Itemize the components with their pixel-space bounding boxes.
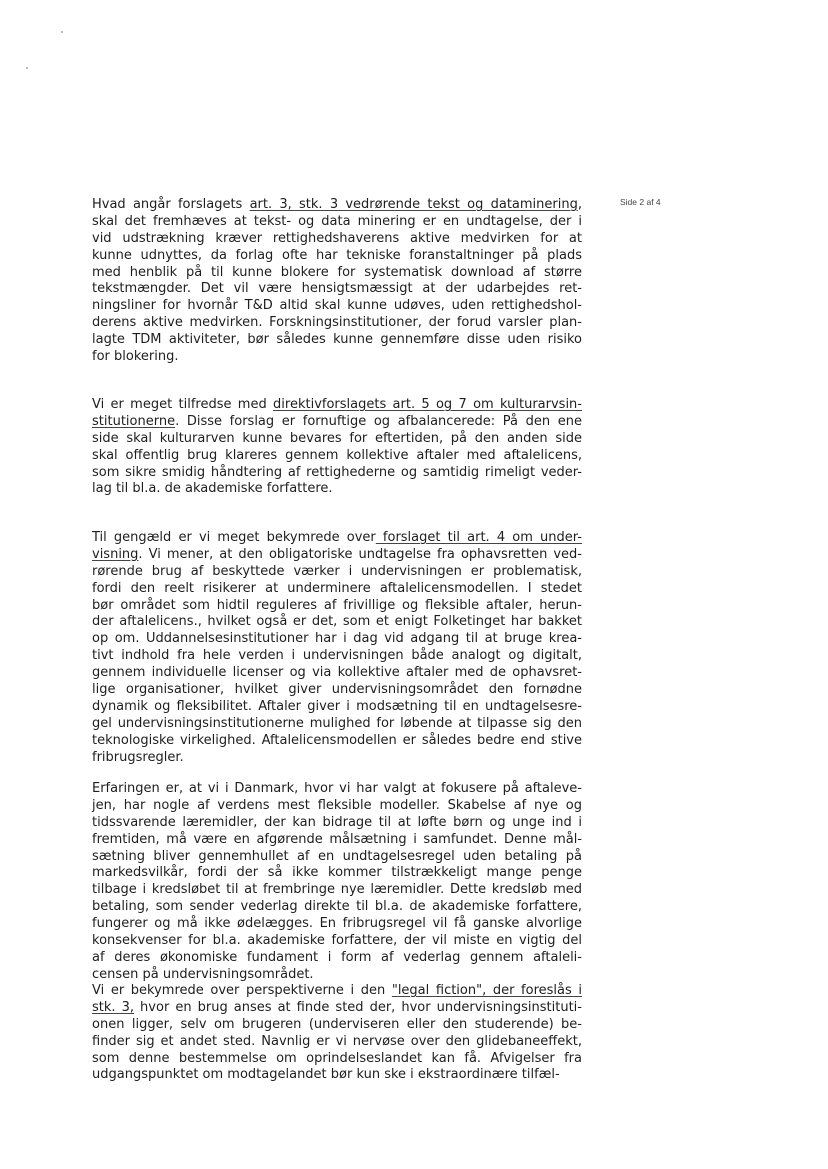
underlined-reference: direktivforslagets art. 5 og 7 om kulturarvsin- bbox=[273, 397, 582, 412]
text-run: sætning bliver gennemhullet af en undtagelsesregel uden betaling på bbox=[92, 848, 582, 864]
text-run: af deres økonomiske fundament i form af vederlag gennem aftaleli- bbox=[92, 949, 582, 965]
text-run: derens aktive medvirken. Forskningsinstitutioner, der forud varsler plan- bbox=[92, 315, 582, 331]
text-run: rørende brug af beskyttede værker i undervisningen er problematisk, bbox=[92, 563, 582, 579]
text-line bbox=[92, 882, 582, 899]
paragraph-legal-fiction bbox=[92, 983, 582, 1084]
text-line bbox=[92, 665, 582, 682]
text-run: gennem individuelle licenser og via kollektive aftaler med de ophavsret- bbox=[92, 665, 582, 681]
text-line bbox=[92, 414, 582, 431]
text-run: hvor en brug anses at finde sted der, hvor undervisningsinstituti- bbox=[134, 999, 582, 1015]
text-line bbox=[92, 933, 582, 950]
text-run: vid udstrækning kræver rettighedshaverens aktive medvirken for at bbox=[92, 230, 582, 246]
paragraph-teaching-exception bbox=[92, 530, 582, 766]
text-run: Hvad angår forslagets bbox=[92, 197, 250, 212]
text-line bbox=[92, 750, 582, 767]
text-line bbox=[92, 248, 582, 265]
text-run: Til gengæld er vi meget bekymrede over bbox=[92, 530, 376, 545]
text-run: fremtiden, må være en afgørende målsætning i samfundet. Denne mål- bbox=[92, 831, 582, 847]
paragraph bbox=[92, 397, 582, 498]
text-run: bør området som hidtil reguleres af frivillige og fleksible aftaler, herun- bbox=[92, 597, 582, 613]
underlined-reference: "legal fiction", der foreslås i bbox=[391, 983, 582, 998]
text-run: der aftalelicens., hvilket også er det, som et enigt Folketinget har bakket bbox=[92, 614, 582, 630]
text-line bbox=[92, 1034, 582, 1051]
text-run: , bbox=[577, 197, 582, 212]
text-line bbox=[92, 530, 582, 547]
text-line bbox=[92, 832, 582, 849]
text-run: for blokering. bbox=[92, 349, 179, 365]
text-line bbox=[92, 481, 582, 498]
text-run: Vi er meget tilfredse med bbox=[92, 397, 274, 412]
text-line bbox=[92, 465, 582, 482]
text-line bbox=[92, 631, 582, 648]
text-run: udgangspunktet om modtagelandet bør kun ske i ekstraordinære tilfæl- bbox=[92, 1067, 560, 1083]
text-line bbox=[92, 798, 582, 815]
text-line bbox=[92, 197, 582, 214]
text-line bbox=[92, 581, 582, 598]
text-line bbox=[92, 315, 582, 332]
text-run: jen, har nogle af verdens mest fleksible modeller. Skabelse af nye og bbox=[92, 797, 582, 813]
text-run: tekstmængder. Det vil være hensigtsmæssigt at der udarbejdes ret- bbox=[92, 281, 582, 297]
text-line bbox=[92, 214, 582, 231]
text-line bbox=[92, 598, 582, 615]
text-line bbox=[92, 265, 582, 282]
text-line bbox=[92, 916, 582, 933]
paragraph bbox=[92, 781, 582, 984]
underlined-reference: art. 3, stk. 3 vedrørende tekst og dataminering bbox=[249, 197, 578, 212]
text-line bbox=[92, 1051, 582, 1068]
text-run: lagte TDM aktiviteter, bør således kunne gennemføre disse uden risiko bbox=[92, 332, 582, 348]
page-number: Side 2 af 4 bbox=[620, 197, 661, 207]
text-run: betaling, som sender vederlag direkte til bl.a. de akademiske forfattere, bbox=[92, 899, 582, 915]
text-line bbox=[92, 1017, 582, 1034]
text-run: gel undervisningsinstitutionerne mulighed for løbende at tilpasse sig den bbox=[92, 715, 582, 731]
text-run: finder sig et andet sted. Navnlig er vi nervøse over den glidebaneeffekt, bbox=[92, 1033, 582, 1049]
paragraph bbox=[92, 983, 582, 1084]
text-run: skal det fremhæves at tekst- og data minering er en undtagelse, der i bbox=[92, 213, 582, 229]
text-line bbox=[92, 564, 582, 581]
text-line bbox=[92, 397, 582, 414]
paragraph-text-and-data-mining bbox=[92, 197, 582, 366]
text-line bbox=[92, 983, 582, 1000]
text-run: teknologiske virkelighed. Aftalelicensmodellen er således bedre end stive bbox=[92, 732, 582, 748]
paragraph-agreement-model bbox=[92, 781, 582, 984]
paragraph-cultural-heritage bbox=[92, 397, 582, 498]
text-line bbox=[92, 431, 582, 448]
text-run: ningsliner for hvornår T&D altid skal kunne udøves, uden rettighedshol- bbox=[92, 298, 582, 314]
text-run: side skal kulturarven kunne bevares for eftertiden, på den anden side bbox=[92, 430, 582, 446]
text-line bbox=[92, 865, 582, 882]
text-line bbox=[92, 1000, 582, 1017]
paragraph bbox=[92, 197, 582, 366]
text-line bbox=[92, 298, 582, 315]
text-run: tilbage i kredsløbet til at frembringe nye læremidler. Dette kredsløb med bbox=[92, 882, 582, 898]
text-run: op om. Uddannelsesinstitutioner har i dag vid adgang til at bruge krea- bbox=[92, 631, 582, 647]
text-line bbox=[92, 733, 582, 750]
underlined-reference: stk. 3, bbox=[92, 999, 134, 1015]
underlined-reference: forslaget til art. 4 om under- bbox=[375, 530, 582, 545]
text-line bbox=[92, 281, 582, 298]
text-line bbox=[92, 815, 582, 832]
scan-speck bbox=[26, 67, 28, 69]
text-line bbox=[92, 781, 582, 798]
text-run: Vi er bekymrede over perspektiverne i den bbox=[92, 983, 392, 998]
text-run: . Vi mener, at den obligatoriske undtagelse fra ophavsretten ved- bbox=[138, 546, 582, 562]
text-line bbox=[92, 699, 582, 716]
text-run: markedsvilkår, fordi der så ikke kommer tilstrækkeligt mange penge bbox=[92, 865, 582, 881]
text-line bbox=[92, 448, 582, 465]
text-run: tidssvarende læremidler, der kan bidrage til at løfte børn og unge ind i bbox=[92, 814, 582, 830]
text-run: konsekvenser for bl.a. akademiske forfattere, der vil miste en vigtig del bbox=[92, 933, 582, 949]
text-line bbox=[92, 849, 582, 866]
text-run: lige organisationer, hvilket giver undervisningsområdet den fornødne bbox=[92, 682, 582, 698]
text-line bbox=[92, 231, 582, 248]
text-run: . Disse forslag er fornuftige og afbalancerede: På den ene bbox=[175, 413, 582, 429]
text-run: fungerer og må ikke ødelægges. En fribrugsregel vil få ganske alvorlige bbox=[92, 916, 582, 932]
underlined-reference: stitutionerne bbox=[92, 413, 176, 429]
text-run: skal offentlig brug klareres gennem kollektive aftaler med aftalelicens, bbox=[92, 447, 582, 463]
text-line bbox=[92, 1067, 582, 1084]
text-run: kunne udnyttes, da forlag ofte har tekniske foranstaltninger på plads bbox=[92, 247, 582, 263]
text-line bbox=[92, 899, 582, 916]
text-run: Erfaringen er, at vi i Danmark, hvor vi har valgt at fokusere på aftaleve- bbox=[92, 781, 582, 796]
text-run: som denne bestemmelse om oprindelseslandet kan få. Afvigelser fra bbox=[92, 1050, 582, 1066]
text-run: fordi den reelt risikerer at underminere aftalelicensmodellen. I stedet bbox=[92, 580, 582, 596]
text-run: onen ligger, selv om brugeren (underviseren eller den studerende) be- bbox=[92, 1016, 582, 1032]
paragraph bbox=[92, 530, 582, 766]
text-line bbox=[92, 332, 582, 349]
text-line bbox=[92, 967, 582, 984]
text-line bbox=[92, 950, 582, 967]
text-run: fribrugsregler. bbox=[92, 749, 184, 765]
underlined-reference: visning bbox=[92, 546, 139, 562]
text-run: censen på undervisningsområdet. bbox=[92, 966, 314, 982]
text-run: tivt indhold fra hele verden i undervisningen både analogt og digitalt, bbox=[92, 648, 582, 664]
text-run: som sikre smidig håndtering af rettighederne og samtidig rimeligt veder- bbox=[92, 464, 582, 480]
text-line bbox=[92, 349, 582, 366]
text-line bbox=[92, 614, 582, 631]
text-run: med henblik på til kunne blokere for systematisk download af større bbox=[92, 264, 582, 280]
text-run: dynamik og fleksibilitet. Aftaler giver i modsætning til en undtagelsesre- bbox=[92, 698, 582, 714]
text-line bbox=[92, 716, 582, 733]
text-run: lag til bl.a. de akademiske forfattere. bbox=[92, 481, 333, 497]
scan-speck bbox=[61, 31, 63, 33]
text-line bbox=[92, 547, 582, 564]
text-line bbox=[92, 648, 582, 665]
text-line bbox=[92, 682, 582, 699]
